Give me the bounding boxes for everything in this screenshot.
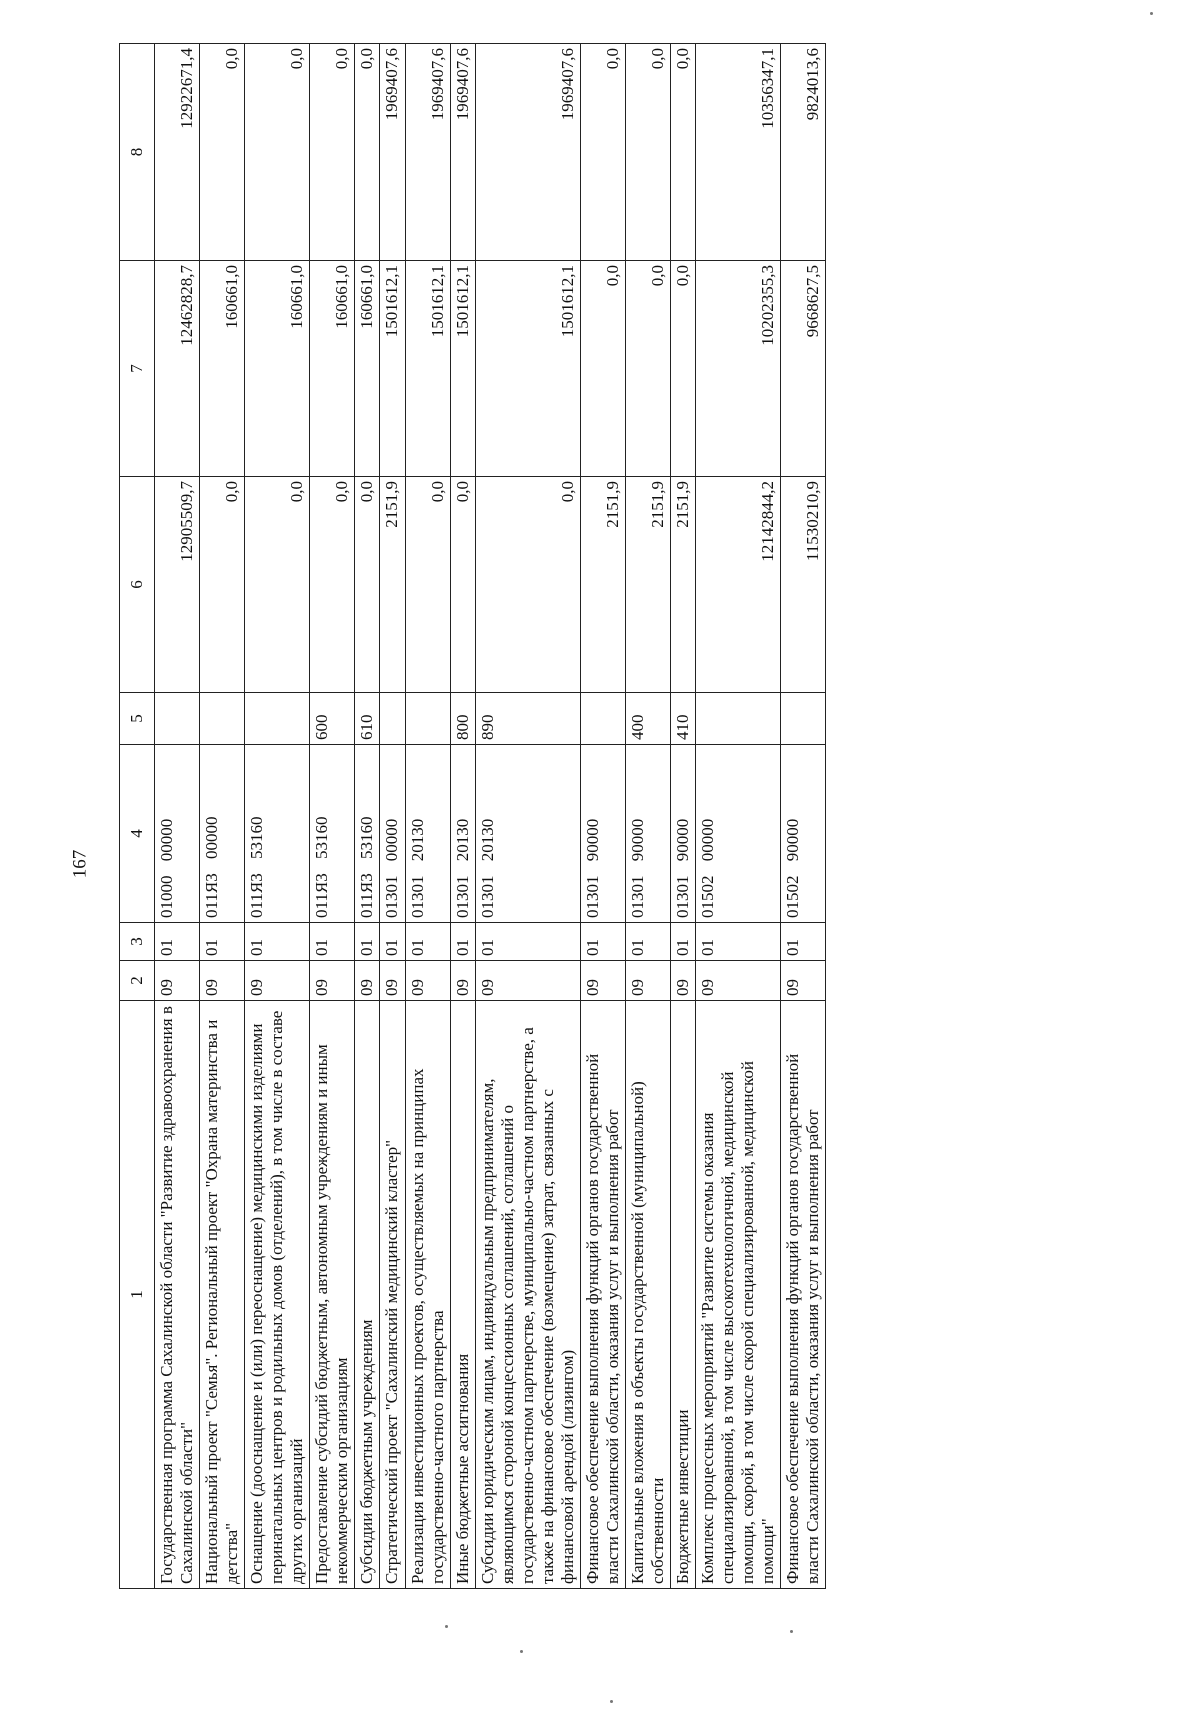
cell-section: 01 xyxy=(696,923,781,961)
cell-expense-type: 410 xyxy=(671,693,696,745)
cell-target-article: 011Я3 00000 xyxy=(200,745,245,923)
table-row xyxy=(200,44,245,1589)
page-number: 167 xyxy=(69,849,91,879)
cell-name: Финансовое обеспечение выполнения функций органов государственной власти Сахалинской области, оказания услуг и выполнения работ xyxy=(580,1001,625,1589)
cell-amount-col8: 12922671,4 xyxy=(155,44,200,261)
cell-ministry: 09 xyxy=(405,961,450,1001)
column-header-4: 4 xyxy=(120,745,155,923)
cell-ministry: 09 xyxy=(580,961,625,1001)
cell-amount-col8: 0,0 xyxy=(200,44,245,261)
cell-target-article: 011Я3 53160 xyxy=(245,745,310,923)
cell-target-article: 01502 90000 xyxy=(781,745,826,923)
cell-amount-col7: 1501612,1 xyxy=(380,261,405,477)
table-row xyxy=(696,44,781,1589)
cell-amount-col7: 1501612,1 xyxy=(450,261,475,477)
cell-ministry: 09 xyxy=(245,961,310,1001)
header-row xyxy=(120,44,155,1589)
table-row xyxy=(580,44,625,1589)
scan-speck xyxy=(520,1650,523,1653)
cell-name: Комплекс процессных мероприятий "Развитие системы оказания специализированной, в том числе высокотехнологичной, медицинской помощи, скорой, в том числе скорой специализированной, медицинской помощи" xyxy=(696,1001,781,1589)
cell-amount-col7: 12462828,7 xyxy=(155,261,200,477)
scan-speck xyxy=(790,1630,793,1633)
table-row xyxy=(671,44,696,1589)
cell-target-article: 01301 90000 xyxy=(625,745,670,923)
cell-name: Национальный проект "Семья". Региональный проект "Охрана материнства и детства" xyxy=(200,1001,245,1589)
cell-name: Стратегический проект "Сахалинский медицинский кластер" xyxy=(380,1001,405,1589)
cell-name: Оснащение (дооснащение и (или) переоснащение) медицинскими изделиями перинатальных центров и родильных домов (отделений), в том числе в составе других организаций xyxy=(245,1001,310,1589)
cell-section: 01 xyxy=(671,923,696,961)
cell-section: 01 xyxy=(200,923,245,961)
cell-section: 01 xyxy=(625,923,670,961)
cell-section: 01 xyxy=(475,923,580,961)
cell-target-article: 01301 20130 xyxy=(450,745,475,923)
cell-expense-type xyxy=(696,693,781,745)
cell-ministry: 09 xyxy=(696,961,781,1001)
cell-expense-type xyxy=(405,693,450,745)
cell-section: 01 xyxy=(405,923,450,961)
table-row xyxy=(781,44,826,1589)
cell-target-article: 01301 00000 xyxy=(380,745,405,923)
cell-expense-type xyxy=(580,693,625,745)
cell-target-article: 01301 20130 xyxy=(405,745,450,923)
cell-amount-col7: 9668627,5 xyxy=(781,261,826,477)
table-row xyxy=(310,44,355,1589)
cell-name: Реализация инвестиционных проектов, осуществляемых на принципах государственно-частного партнерства xyxy=(405,1001,450,1589)
cell-ministry: 09 xyxy=(355,961,380,1001)
cell-expense-type: 800 xyxy=(450,693,475,745)
cell-ministry: 09 xyxy=(450,961,475,1001)
cell-target-article: 011Я3 53160 xyxy=(310,745,355,923)
cell-ministry: 09 xyxy=(310,961,355,1001)
column-header-2: 2 xyxy=(120,961,155,1001)
cell-expense-type: 600 xyxy=(310,693,355,745)
cell-expense-type: 890 xyxy=(475,693,580,745)
cell-expense-type xyxy=(155,693,200,745)
table-row xyxy=(155,44,200,1589)
cell-section: 01 xyxy=(781,923,826,961)
cell-section: 01 xyxy=(580,923,625,961)
cell-name: Предоставление субсидий бюджетным, автономным учреждениям и иным некоммерческим организациям xyxy=(310,1001,355,1589)
scan-speck xyxy=(445,1625,448,1628)
cell-expense-type xyxy=(200,693,245,745)
table-row xyxy=(475,44,580,1589)
cell-amount-col8: 1969407,6 xyxy=(450,44,475,261)
cell-amount-col6: 0,0 xyxy=(405,477,450,693)
cell-section: 01 xyxy=(450,923,475,961)
cell-target-article: 01301 90000 xyxy=(671,745,696,923)
cell-amount-col6: 0,0 xyxy=(475,477,580,693)
budget-table xyxy=(119,43,826,1589)
cell-expense-type xyxy=(380,693,405,745)
cell-ministry: 09 xyxy=(155,961,200,1001)
cell-section: 01 xyxy=(380,923,405,961)
cell-expense-type xyxy=(245,693,310,745)
cell-name: Субсидии бюджетным учреждениям xyxy=(355,1001,380,1589)
cell-amount-col6: 2151,9 xyxy=(580,477,625,693)
cell-amount-col8: 1969407,6 xyxy=(380,44,405,261)
cell-amount-col7: 1501612,1 xyxy=(405,261,450,477)
cell-amount-col8: 0,0 xyxy=(310,44,355,261)
cell-amount-col8: 10356347,1 xyxy=(696,44,781,261)
cell-name: Иные бюджетные ассигнования xyxy=(450,1001,475,1589)
cell-amount-col6: 2151,9 xyxy=(671,477,696,693)
cell-amount-col7: 0,0 xyxy=(671,261,696,477)
cell-amount-col8: 0,0 xyxy=(580,44,625,261)
cell-section: 01 xyxy=(355,923,380,961)
cell-amount-col6: 0,0 xyxy=(200,477,245,693)
cell-amount-col8: 0,0 xyxy=(245,44,310,261)
cell-section: 01 xyxy=(310,923,355,961)
cell-amount-col8: 0,0 xyxy=(671,44,696,261)
cell-amount-col7: 1501612,1 xyxy=(475,261,580,477)
rotated-table-frame xyxy=(119,44,1153,1589)
rotated-table-area xyxy=(119,44,1153,1589)
cell-ministry: 09 xyxy=(380,961,405,1001)
cell-ministry: 09 xyxy=(625,961,670,1001)
cell-amount-col7: 0,0 xyxy=(625,261,670,477)
column-header-1: 1 xyxy=(120,1001,155,1589)
cell-amount-col7: 0,0 xyxy=(580,261,625,477)
cell-amount-col6: 2151,9 xyxy=(625,477,670,693)
cell-amount-col8: 9824013,6 xyxy=(781,44,826,261)
table-row xyxy=(405,44,450,1589)
scan-speck xyxy=(1150,12,1153,15)
table-row xyxy=(625,44,670,1589)
table-body xyxy=(155,44,826,1589)
cell-amount-col8: 1969407,6 xyxy=(475,44,580,261)
cell-ministry: 09 xyxy=(475,961,580,1001)
cell-target-article: 01301 90000 xyxy=(580,745,625,923)
column-header-8: 8 xyxy=(120,44,155,261)
cell-amount-col7: 10202355,3 xyxy=(696,261,781,477)
cell-amount-col6: 12142844,2 xyxy=(696,477,781,693)
cell-amount-col6: 2151,9 xyxy=(380,477,405,693)
column-header-7: 7 xyxy=(120,261,155,477)
cell-amount-col6: 12905509,7 xyxy=(155,477,200,693)
cell-amount-col8: 0,0 xyxy=(355,44,380,261)
cell-amount-col6: 0,0 xyxy=(450,477,475,693)
cell-amount-col7: 160661,0 xyxy=(245,261,310,477)
cell-amount-col6: 0,0 xyxy=(310,477,355,693)
cell-amount-col6: 11530210,9 xyxy=(781,477,826,693)
cell-ministry: 09 xyxy=(200,961,245,1001)
cell-section: 01 xyxy=(245,923,310,961)
column-header-5: 5 xyxy=(120,693,155,745)
cell-name: Субсидии юридическим лицам, индивидуальным предпринимателям, являющимся стороной концессионных соглашений, соглашений о государственно-частном партнерстве, муниципально-частном партнерстве, а также на финансовое обеспечение (возмещение) затрат, связанных с финансовой арендой (лизингом) xyxy=(475,1001,580,1589)
cell-target-article: 01502 00000 xyxy=(696,745,781,923)
cell-expense-type: 400 xyxy=(625,693,670,745)
cell-amount-col6: 0,0 xyxy=(245,477,310,693)
cell-amount-col6: 0,0 xyxy=(355,477,380,693)
table-row xyxy=(245,44,310,1589)
cell-amount-col7: 160661,0 xyxy=(355,261,380,477)
cell-amount-col8: 1969407,6 xyxy=(405,44,450,261)
cell-target-article: 01301 20130 xyxy=(475,745,580,923)
column-header-3: 3 xyxy=(120,923,155,961)
cell-target-article: 011Я3 53160 xyxy=(355,745,380,923)
cell-ministry: 09 xyxy=(671,961,696,1001)
cell-amount-col7: 160661,0 xyxy=(310,261,355,477)
cell-amount-col8: 0,0 xyxy=(625,44,670,261)
cell-expense-type: 610 xyxy=(355,693,380,745)
cell-name: Финансовое обеспечение выполнения функций органов государственной власти Сахалинской области, оказания услуг и выполнения работ xyxy=(781,1001,826,1589)
cell-section: 01 xyxy=(155,923,200,961)
cell-target-article: 01000 00000 xyxy=(155,745,200,923)
column-header-6: 6 xyxy=(120,477,155,693)
cell-amount-col7: 160661,0 xyxy=(200,261,245,477)
cell-ministry: 09 xyxy=(781,961,826,1001)
table-row xyxy=(380,44,405,1589)
cell-name: Бюджетные инвестиции xyxy=(671,1001,696,1589)
scan-speck xyxy=(610,1700,613,1703)
table-row xyxy=(450,44,475,1589)
cell-name: Государственная программа Сахалинской области "Развитие здравоохранения в Сахалинской области" xyxy=(155,1001,200,1589)
cell-expense-type xyxy=(781,693,826,745)
table-row xyxy=(355,44,380,1589)
cell-name: Капитальные вложения в объекты государственной (муниципальной) собственности xyxy=(625,1001,670,1589)
